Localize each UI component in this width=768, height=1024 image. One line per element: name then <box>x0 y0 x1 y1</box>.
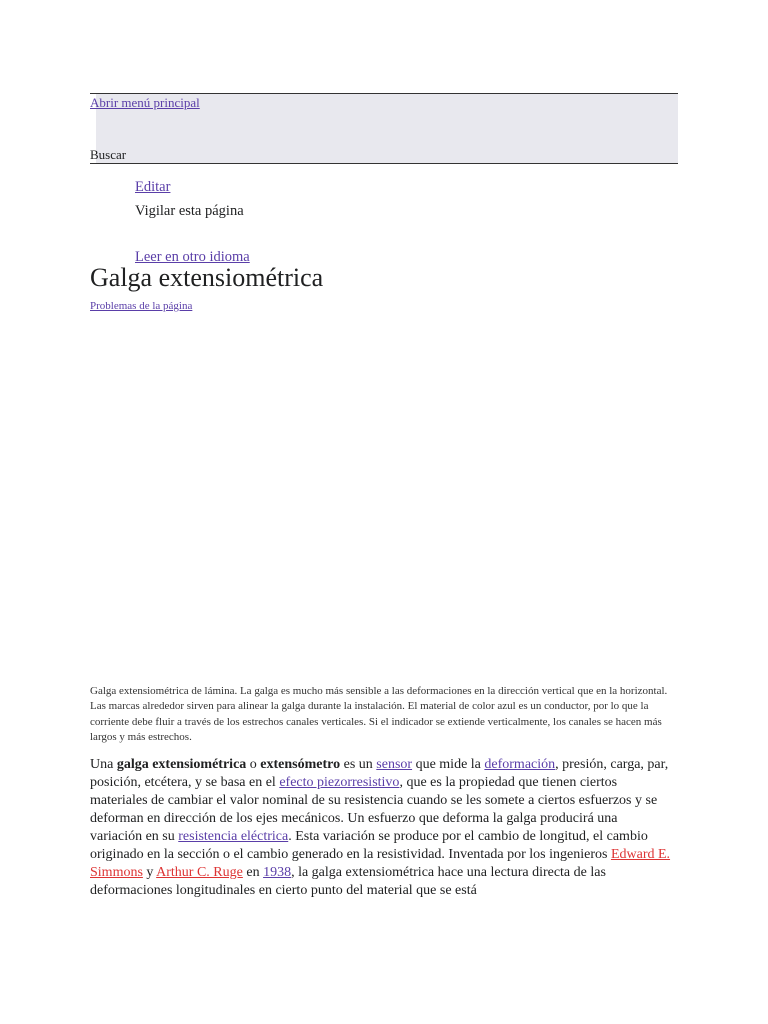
para-text: en <box>242 865 264 880</box>
para-text: Una <box>90 757 117 772</box>
edit-link[interactable]: Editar <box>135 179 171 195</box>
open-main-menu-link[interactable]: Abrir menú principal <box>90 95 200 110</box>
link-arthur-ruge[interactable]: Arthur C. Ruge <box>156 865 243 880</box>
para-text: y <box>142 865 157 880</box>
para-text: es un <box>340 757 377 772</box>
para-text: o <box>246 757 261 772</box>
page-problems-link[interactable]: Problemas de la página <box>90 300 193 312</box>
link-sensor[interactable]: sensor <box>376 757 413 772</box>
article-paragraph <box>90 756 673 900</box>
para-bold-term: extensómetro <box>260 757 341 772</box>
para-text: . Esta variación se produce por el cambio de longitud, el cambio originado en la sección o el cambio generado en la resistividad. Inventada por los ingenieros <box>90 829 648 862</box>
para-text: que mide la <box>412 757 485 772</box>
para-text: , presión, carga, par, posición, etcétera, y se basa en el <box>90 757 669 790</box>
watch-page-item[interactable]: Vigilar esta página <box>135 203 244 219</box>
link-deformacion[interactable]: deformación <box>484 757 556 772</box>
search-field[interactable]: Buscar <box>90 147 127 162</box>
link-1938[interactable]: 1938 <box>263 865 292 880</box>
site-header <box>90 93 678 164</box>
link-edward-simmons[interactable]: Edward E. Simmons <box>90 847 671 880</box>
link-efecto-piezorresistivo[interactable]: efecto piezorresistivo <box>279 775 400 790</box>
figure-image-area <box>90 322 678 677</box>
para-bold-term: galga extensiométrica <box>116 757 247 772</box>
read-in-other-language-link[interactable]: Leer en otro idioma <box>135 249 250 265</box>
figure-caption: Galga extensiométrica de lámina. La galga es mucho más sensible a las deformaciones en la dirección vertical que en la horizontal. Las marcas alrededor sirven para alinear la galga durante la instalación. El material de color azul es un conductor, por lo que la corriente debe fluir a través de los estrechos canales verticales. Si el indicador se extiende verticalmente, los canales se hacen más largos y más estrechos. <box>90 685 668 743</box>
link-resistencia-electrica[interactable]: resistencia eléctrica <box>178 829 289 844</box>
para-text: , que es la propiedad que tienen ciertos materiales de cambiar el valor nominal de su resistencia cuando se les somete a ciertos esfuerzos y se deforman en dirección de los ejes mecánicos. Un esfuerzo que deforma la galga producirá una variación en su <box>90 775 658 844</box>
para-text: , la galga extensiométrica hace una lectura directa de las deformaciones longitudinales en cierto punto del material que se está <box>90 865 606 898</box>
page-title: Galga extensiométrica <box>90 263 324 292</box>
